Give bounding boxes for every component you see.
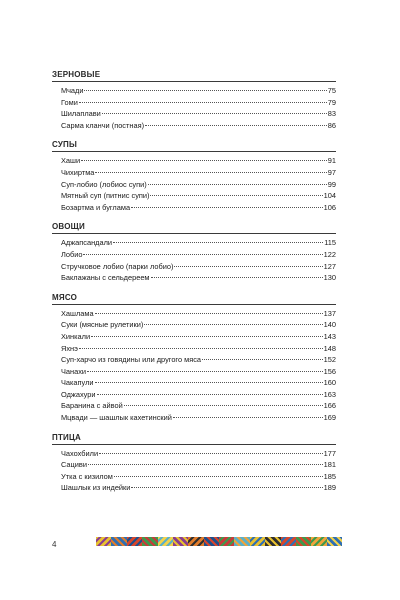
- dot-leader: [95, 313, 323, 314]
- ornament-segment: [204, 537, 219, 546]
- entry-page-number: 104: [323, 191, 336, 201]
- dot-leader: [79, 102, 327, 103]
- toc-entry[interactable]: [52, 120, 336, 132]
- entry-page-number: 181: [323, 460, 336, 470]
- entry-title: Яхнэ: [61, 343, 78, 353]
- entry-title: Оджахури: [61, 389, 96, 399]
- ornament-segment: [234, 537, 249, 546]
- dot-leader: [114, 476, 323, 477]
- entry-title: Баранина с айвой: [61, 401, 123, 411]
- ornament-segment: [173, 537, 188, 546]
- toc-entry[interactable]: [52, 108, 336, 120]
- ornament-segment: [250, 537, 265, 546]
- ornament-segment: [327, 537, 342, 546]
- toc-section: [52, 222, 336, 283]
- toc-entry[interactable]: [52, 448, 336, 460]
- entry-title: Чанахи: [61, 366, 87, 376]
- entry-title: Суп-харчо из говядины или другого мяса: [61, 355, 202, 365]
- dot-leader: [145, 125, 327, 126]
- entry-page-number: 79: [327, 97, 336, 107]
- entry-page-number: 163: [323, 389, 336, 399]
- entry-title: Чакапули: [61, 378, 94, 388]
- dot-leader: [124, 405, 323, 406]
- dot-leader: [95, 382, 323, 383]
- entry-title: Аджапсандали: [61, 238, 113, 248]
- toc-entry[interactable]: [52, 155, 336, 167]
- entry-page-number: 148: [323, 343, 336, 353]
- dot-leader: [151, 277, 323, 278]
- ornament-segment: [111, 537, 126, 546]
- dot-leader: [174, 266, 322, 267]
- entry-title: Бозартма и буглама: [61, 202, 131, 212]
- entry-page-number: 143: [323, 331, 336, 341]
- entry-page-number: 99: [327, 179, 336, 189]
- toc-section: [52, 70, 336, 131]
- entry-title: Шилаплави: [61, 109, 101, 119]
- ornament-segment: [311, 537, 326, 546]
- entry-title: Сарма кланчи (постная): [61, 120, 145, 130]
- section-title: МЯСО: [52, 293, 336, 305]
- toc-entry[interactable]: [52, 308, 336, 320]
- section-title: СУПЫ: [52, 140, 336, 152]
- section-title: ЗЕРНОВЫЕ: [52, 70, 336, 82]
- ornament-segment: [219, 537, 234, 546]
- dot-leader: [150, 195, 322, 196]
- entry-title: Чихиртма: [61, 167, 95, 177]
- toc-entry[interactable]: [52, 471, 336, 483]
- dot-leader: [131, 487, 322, 488]
- entry-title: Мчади: [61, 86, 84, 95]
- entry-title: Мцвади — шашлык кахетинский: [61, 413, 172, 423]
- entry-title: Стручковое лобио (парки лобио): [61, 261, 174, 271]
- entry-page-number: 152: [323, 355, 336, 365]
- entry-page-number: 169: [323, 413, 336, 423]
- entry-title: Лобио: [61, 249, 83, 259]
- dot-leader: [79, 348, 323, 349]
- toc-entry[interactable]: [52, 190, 336, 202]
- dot-leader: [99, 453, 323, 454]
- entry-page-number: 122: [323, 249, 336, 259]
- entry-title: Суки (мясные рулетики): [61, 320, 144, 330]
- entry-page-number: 166: [323, 401, 336, 411]
- toc-entry[interactable]: [52, 366, 336, 378]
- toc-entry[interactable]: [52, 261, 336, 273]
- dot-leader: [202, 359, 323, 360]
- entry-title: Хашлама: [61, 308, 94, 318]
- dot-leader: [87, 371, 323, 372]
- entry-page-number: 97: [327, 167, 336, 177]
- toc-entry[interactable]: [52, 354, 336, 366]
- entry-page-number: 140: [323, 320, 336, 330]
- toc-entry[interactable]: [52, 249, 336, 261]
- ornament-segment: [296, 537, 311, 546]
- dot-leader: [144, 324, 322, 325]
- toc-section: [52, 140, 336, 213]
- ornament-segment: [158, 537, 173, 546]
- toc-entry[interactable]: [52, 377, 336, 389]
- toc-section: [52, 433, 336, 494]
- dot-leader: [97, 394, 323, 395]
- section-title: ОВОЩИ: [52, 222, 336, 234]
- entry-title: Чахохбили: [61, 448, 99, 458]
- toc-entry[interactable]: [52, 343, 336, 355]
- dot-leader: [88, 464, 323, 465]
- entry-page-number: 185: [323, 471, 336, 481]
- dot-leader: [91, 336, 323, 337]
- dot-leader: [113, 242, 323, 243]
- table-of-contents: [52, 70, 336, 503]
- dot-leader: [102, 113, 327, 114]
- ornament-segment: [127, 537, 142, 546]
- toc-entry[interactable]: [52, 202, 336, 214]
- entry-page-number: 156: [323, 366, 336, 376]
- dot-leader: [83, 254, 322, 255]
- entry-title: Мятный суп (питнис супи): [61, 191, 150, 201]
- entry-title: Шашлык из индейки: [61, 483, 131, 493]
- entry-title: Хинкали: [61, 331, 91, 341]
- ornament-segment: [142, 537, 157, 546]
- dot-leader: [148, 184, 327, 185]
- section-title: ПТИЦА: [52, 433, 336, 445]
- toc-entry[interactable]: [52, 331, 336, 343]
- entry-page-number: 91: [327, 156, 336, 166]
- toc-entry[interactable]: [52, 459, 336, 471]
- ornament-segment: [265, 537, 280, 546]
- toc-entry[interactable]: [52, 389, 336, 401]
- decorative-ornament-strip: [96, 537, 342, 546]
- entry-title: Гоми: [61, 97, 78, 107]
- toc-section: [52, 293, 336, 424]
- entry-title: Сациви: [61, 460, 87, 470]
- entry-page-number: 106: [323, 202, 336, 212]
- dot-leader: [173, 417, 323, 418]
- entry-page-number: 189: [323, 483, 336, 493]
- toc-entry[interactable]: [52, 167, 336, 179]
- toc-entry[interactable]: [52, 400, 336, 412]
- entry-page-number: 160: [323, 378, 336, 388]
- entry-page-number: 83: [327, 109, 336, 119]
- ornament-segment: [188, 537, 203, 546]
- entry-page-number: 75: [327, 86, 336, 95]
- dot-leader: [95, 172, 326, 173]
- toc-entry[interactable]: [52, 237, 336, 249]
- toc-entry[interactable]: [52, 482, 336, 494]
- toc-entry[interactable]: [52, 179, 336, 191]
- ornament-segment: [96, 537, 111, 546]
- page-number: 4: [52, 540, 57, 549]
- entry-page-number: 137: [323, 308, 336, 318]
- dot-leader: [84, 90, 326, 91]
- entry-title: Суп-лобио (лобиос супи): [61, 179, 147, 189]
- entry-page-number: 115: [324, 238, 336, 248]
- entry-title: Баклажаны с сельдереем: [61, 273, 150, 283]
- toc-entry[interactable]: [52, 319, 336, 331]
- toc-entry[interactable]: [52, 412, 336, 424]
- entry-page-number: 86: [327, 120, 336, 130]
- ornament-segment: [281, 537, 296, 546]
- entry-page-number: 130: [323, 273, 336, 283]
- entry-title: Хаши: [61, 156, 81, 166]
- dot-leader: [81, 160, 327, 161]
- toc-entry[interactable]: [52, 272, 336, 284]
- dot-leader: [131, 207, 323, 208]
- entry-title: Утка с кизилом: [61, 471, 113, 481]
- entry-page-number: 127: [323, 261, 336, 271]
- entry-page-number: 177: [323, 448, 336, 458]
- toc-entry[interactable]: [52, 85, 336, 97]
- toc-entry[interactable]: [52, 97, 336, 109]
